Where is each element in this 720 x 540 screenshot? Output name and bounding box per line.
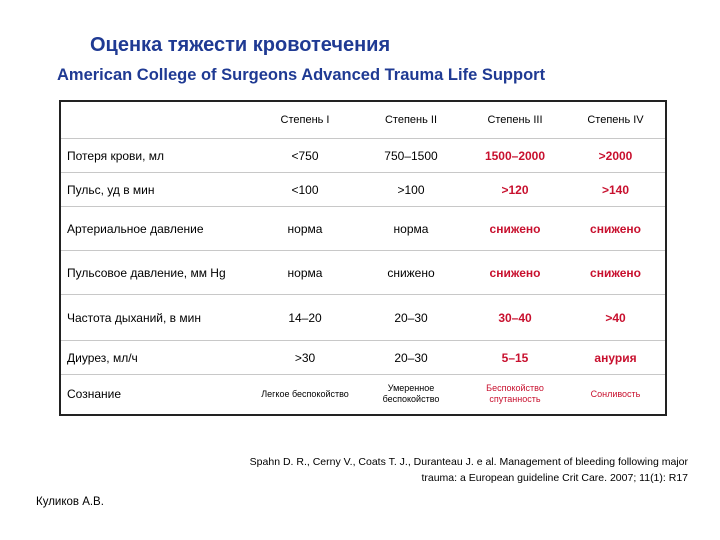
cell: Беспокойство спутанность [464, 375, 566, 415]
cell: анурия [566, 341, 666, 375]
cell: >40 [566, 295, 666, 341]
row-label: Пульс, уд в мин [60, 173, 252, 207]
row-label: Артериальное давление [60, 207, 252, 251]
slide-title: Оценка тяжести кровотечения [90, 34, 391, 56]
row-label: Потеря крови, мл [60, 139, 252, 173]
cell: норма [252, 207, 358, 251]
cell: Умеренное беспокойство [358, 375, 464, 415]
table-row [60, 173, 666, 207]
cell: 1500–2000 [464, 139, 566, 173]
cell: снижено [566, 207, 666, 251]
cell: <750 [252, 139, 358, 173]
header-grade-4: Степень IV [566, 101, 666, 139]
table-row [60, 375, 666, 415]
cell: >2000 [566, 139, 666, 173]
cell: снижено [464, 251, 566, 295]
table-row [60, 251, 666, 295]
header-grade-3: Степень III [464, 101, 566, 139]
cell: Легкое беспокойство [252, 375, 358, 415]
cell: норма [358, 207, 464, 251]
cell: 750–1500 [358, 139, 464, 173]
cell: >30 [252, 341, 358, 375]
table-header-row [60, 101, 666, 139]
cell: >100 [358, 173, 464, 207]
cell: 5–15 [464, 341, 566, 375]
table-row [60, 295, 666, 341]
cell: снижено [358, 251, 464, 295]
reference-line-2: trauma: a European guideline Crit Care. 2007; 11(1): R17 [421, 472, 688, 484]
header-grade-1: Степень I [252, 101, 358, 139]
cell: снижено [566, 251, 666, 295]
cell: 20–30 [358, 295, 464, 341]
slide-subtitle: American College of Surgeons Advanced Trauma Life Support [57, 66, 546, 84]
reference [168, 454, 688, 486]
row-label: Пульсовое давление, мм Hg [60, 251, 252, 295]
cell: Сонливость [566, 375, 666, 415]
cell: 14–20 [252, 295, 358, 341]
table-row [60, 341, 666, 375]
cell: 30–40 [464, 295, 566, 341]
cell: >120 [464, 173, 566, 207]
header-grade-2: Степень II [358, 101, 464, 139]
table-row [60, 207, 666, 251]
reference-line-1: Spahn D. R., Cerny V., Coats T. J., Duranteau J. e al. Management of bleeding following major [249, 456, 688, 468]
cell: норма [252, 251, 358, 295]
table-row [60, 139, 666, 173]
severity-table [59, 100, 667, 416]
cell: 20–30 [358, 341, 464, 375]
author: Куликов А.В. [36, 496, 104, 508]
cell: <100 [252, 173, 358, 207]
row-label: Диурез, мл/ч [60, 341, 252, 375]
header-empty [60, 101, 252, 139]
cell: >140 [566, 173, 666, 207]
row-label: Сознание [60, 375, 252, 415]
cell: снижено [464, 207, 566, 251]
row-label: Частота дыханий, в мин [60, 295, 252, 341]
